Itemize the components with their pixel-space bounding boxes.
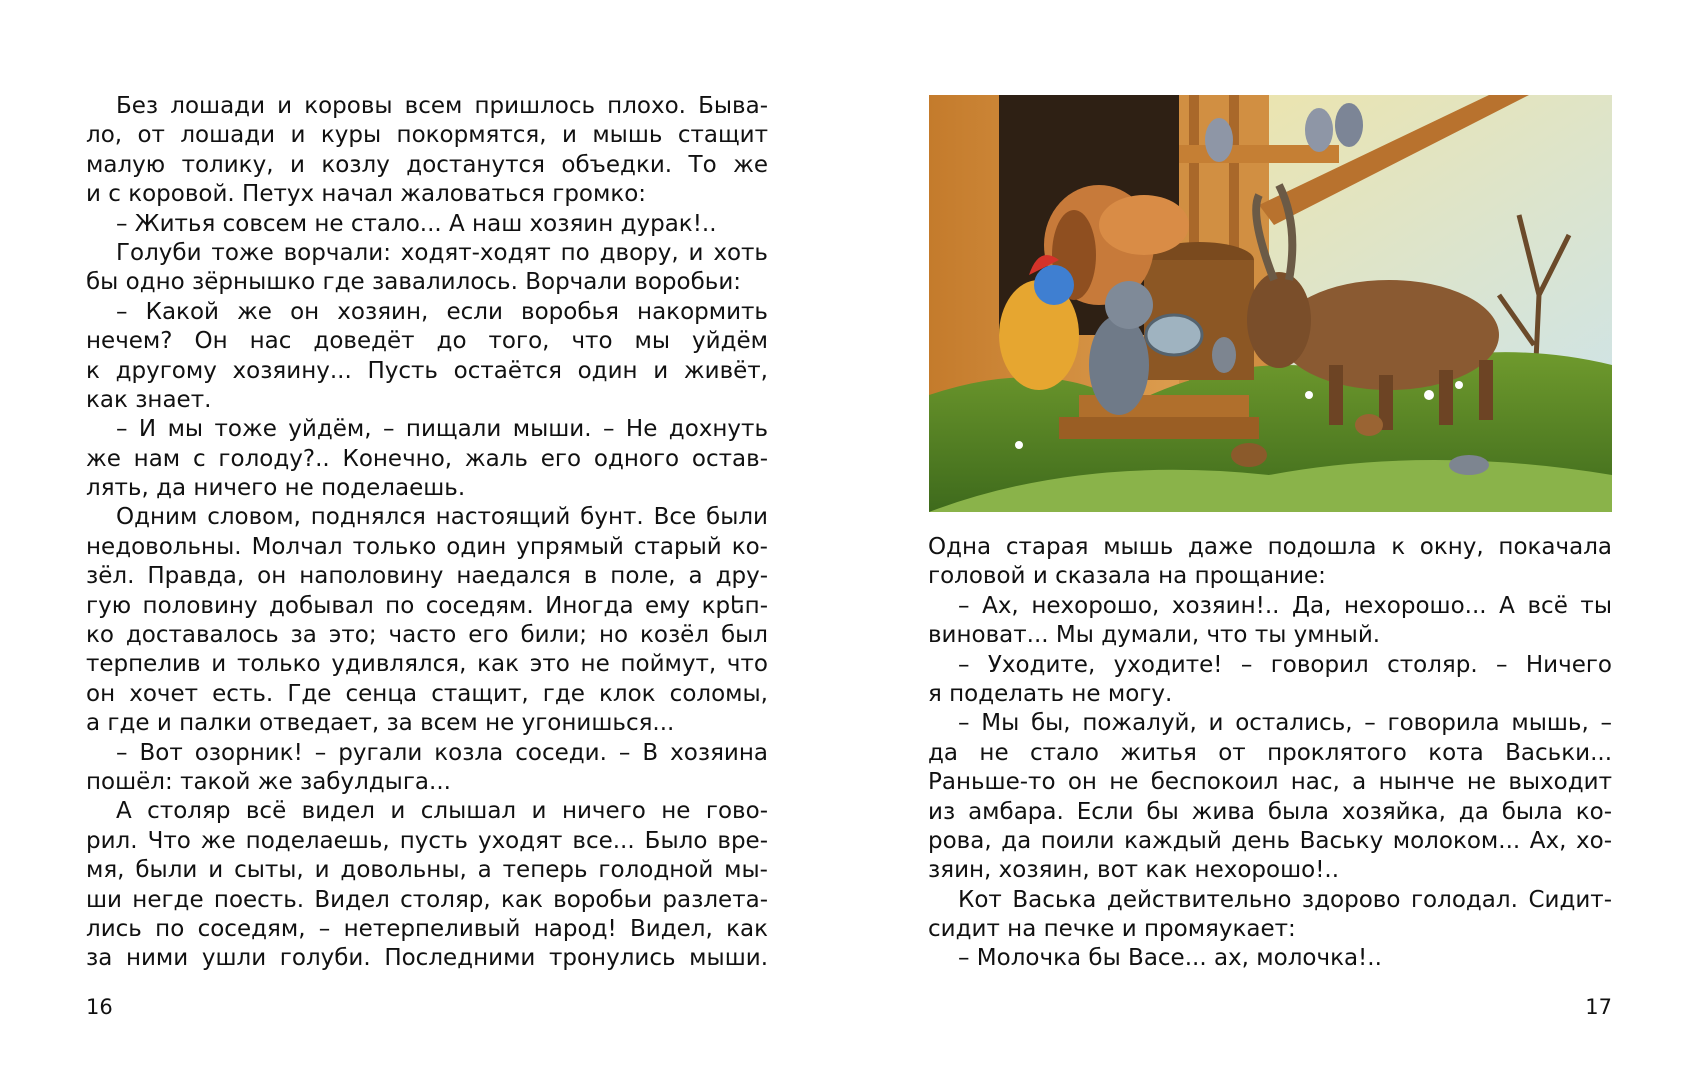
text-line: малую толику, и козлу достанутся объедки. То же: [86, 151, 768, 178]
right-page: [849, 0, 1698, 1068]
text-line: за ними ушли голуби. Последними тронулись мыши.: [86, 945, 768, 972]
left-page-text: [86, 92, 768, 974]
text-line: – Мы бы, пожалуй, и остались, – говорила мышь, –: [958, 710, 1612, 737]
text-line: мя, были и сыты, и довольны, а теперь голодной мы-: [86, 857, 768, 884]
text-line: рова, да поили каждый день Ваську молоком... Ах, хо-: [928, 827, 1612, 854]
text-line: зёл. Правда, он наполовину наедался в поле, а дру-: [86, 563, 768, 590]
text-line: недовольны. Молчал только один упрямый старый ко-: [86, 533, 768, 560]
text-line: Без лошади и коровы всем пришлось плохо. Быва-: [116, 93, 768, 119]
text-line: я поделать не могу.: [928, 680, 1173, 707]
text-line: – Ах, нехорошо, хозяин!.. Да, нехорошо... А всё ты: [958, 592, 1612, 619]
text-line: из амбара. Если бы жива была хозяйка, да была ко-: [928, 798, 1612, 825]
text-line: Одна старая мышь даже подошла к окну, покачала: [928, 534, 1612, 560]
text-line: Голуби тоже ворчали: ходят-ходят по двору, и хоть: [116, 239, 768, 266]
text-line: пошёл: такой же забулдыга...: [86, 768, 451, 795]
text-line: сидит на печке и промяукает:: [928, 916, 1296, 943]
farmyard-illustration: [929, 95, 1612, 512]
text-line: – Какой же он хозяин, если воробья накормить: [116, 298, 768, 325]
text-line: и с коровой. Петух начал жаловаться громко:: [86, 181, 647, 208]
text-line: бы одно зёрнышко где завалилось. Ворчали воробьи:: [86, 269, 742, 296]
text-line: же нам с голоду?.. Конечно, жаль его одного остав-: [86, 445, 768, 472]
page-number-right: 17: [1585, 995, 1612, 1019]
text-line: – И мы тоже уйдём, – пищали мыши. – Не дохнуть: [116, 416, 768, 443]
text-line: Кот Васька действительно здорово голодал. Сидит-: [958, 886, 1612, 913]
text-line: – Уходите, уходите! – говорил столяр. – Ничего: [958, 651, 1612, 678]
text-line: Одним словом, поднялся настоящий бунт. Все были: [116, 504, 768, 531]
text-line: да не стало житья от проклятого кота Васьки...: [928, 739, 1612, 766]
text-line: ко доставалось за это; часто его били; но козёл был: [86, 622, 768, 649]
text-line: как знает.: [86, 386, 212, 413]
text-line: а где и палки отведает, за всем не угонишься...: [86, 710, 675, 737]
text-line: головой и сказала на прощание:: [928, 563, 1326, 590]
text-line: нечем? Он нас доведёт до того, что мы уйдём: [86, 328, 768, 355]
page-number-left: 16: [86, 995, 113, 1019]
text-line: – Молочка бы Васе... ах, молочка!..: [958, 945, 1382, 972]
text-line: терпелив и только удивлялся, как это не поймут, что: [86, 651, 768, 678]
text-line: виноват... Мы думали, что ты умный.: [928, 622, 1381, 649]
text-line: к другому хозяину... Пусть остаётся один и живёт,: [86, 357, 768, 384]
text-line: А столяр всё видел и слышал и ничего не гово-: [116, 798, 768, 825]
text-line: зяин, хозяин, вот как нехорошо!..: [928, 857, 1340, 884]
text-line: ши негде поесть. Видел столяр, как воробьи разлета-: [86, 886, 768, 913]
right-page-text: [928, 533, 1612, 974]
text-line: лять, да ничего не поделаешь.: [86, 475, 466, 502]
text-line: ло, от лошади и куры покормятся, и мышь стащит: [86, 122, 768, 149]
text-line: лись по соседям, – нетерпеливый народ! Видел, как: [86, 915, 768, 942]
text-line: – Вот озорник! – ругали козла соседи. – В хозяина: [116, 739, 768, 766]
text-line: гую половину добывал по соседям. Иногда ему крեп-: [86, 592, 768, 619]
text-line: Раньше-то он не беспокоил нас, а нынче не выходит: [928, 769, 1612, 796]
text-line: он хочет есть. Где сенца стащит, где клок соломы,: [86, 680, 768, 707]
text-line: – Житья совсем не стало... А наш хозяин дурак!..: [116, 210, 717, 237]
text-line: рил. Что же поделаешь, пусть уходят все... Было вре-: [86, 827, 768, 854]
